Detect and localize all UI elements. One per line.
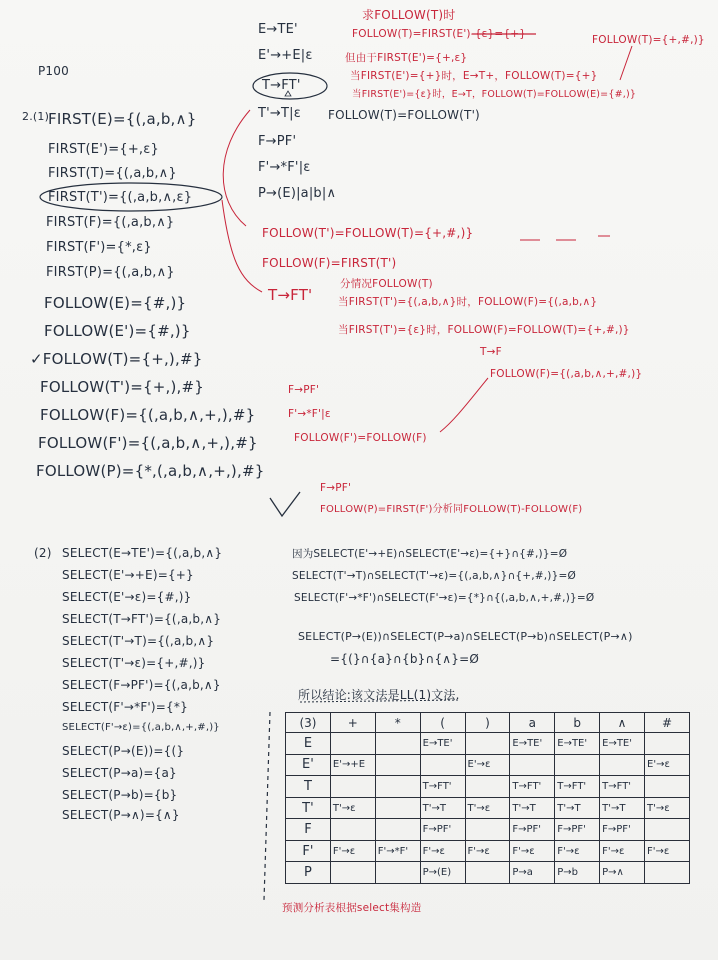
- red-note-F-prime-rule: F'→*F'|ε: [288, 408, 331, 420]
- follow-set-E: FOLLOW(E)={#,)}: [44, 294, 187, 312]
- red-dashes: [520, 236, 610, 240]
- red-note-F-case2: 当FIRST(T')={ε}时，FOLLOW(F)=FOLLOW(T)={+,#,)}: [338, 324, 630, 336]
- red-note-first-E-prime: 但由于FIRST(E')={+,ε}: [345, 52, 468, 64]
- col-header: b: [555, 713, 600, 733]
- table-corner: (3): [286, 713, 331, 733]
- first-set-T-prime: FIRST(T')={(,a,b,∧,ε}: [48, 190, 193, 205]
- grammar-rule-F-prime: F'→*F'|ε: [258, 160, 311, 175]
- conclusion: 所以结论:该文法是LL(1)文法.: [298, 688, 460, 702]
- row-nonterminal: E': [286, 754, 331, 776]
- red-note-follow-T: FOLLOW(T)=FIRST(E')-{ε}={+}: [352, 28, 527, 40]
- table-cell: P→(E): [420, 862, 465, 884]
- table-cell: F→PF': [555, 819, 600, 841]
- red-note-follow-F-prime: FOLLOW(F')=FOLLOW(F): [294, 432, 427, 444]
- table-cell: T'→T: [600, 797, 645, 819]
- grammar-rule-F: F→PF': [258, 134, 297, 149]
- table-cell: T'→ε: [330, 797, 375, 819]
- check-mark: [270, 492, 300, 516]
- table-cell: P→b: [555, 862, 600, 884]
- red-arrow-3: [440, 378, 488, 432]
- select-4: SELECT(T→FT')={(,a,b,∧}: [62, 612, 222, 626]
- col-header: ): [465, 713, 510, 733]
- follow-set-P: FOLLOW(P)={*,(,a,b,∧,+,),#}: [36, 462, 265, 480]
- grammar-rule-E: E→TE': [258, 22, 298, 37]
- select-2: SELECT(E'→+E)={+}: [62, 568, 194, 582]
- red-note-case1: 当FIRST(E')={+}时，E→T+，FOLLOW(T)={+}: [350, 70, 598, 82]
- triangle-mark: [285, 91, 291, 96]
- intersection-3: SELECT(F'→*F')∩SELECT(F'→ε)={*}∩{(,a,b,∧,+,#,)}=Ø: [294, 592, 595, 604]
- table-cell: T'→ε: [645, 797, 690, 819]
- col-header: a: [510, 713, 555, 733]
- table-cell: E'→ε: [465, 754, 510, 776]
- table-cell: P→∧: [600, 862, 645, 884]
- dashed-divider: [264, 712, 270, 900]
- intersection-2: SELECT(T'→T)∩SELECT(T'→ε)={(,a,b,∧}∩{+,#,)}=Ø: [292, 570, 576, 582]
- red-note-bottom: 预测分析表根据select集构造: [282, 902, 422, 914]
- red-note-T-rule: T→FT': [268, 286, 313, 304]
- row-nonterminal: T: [286, 776, 331, 798]
- red-note-follow-P: FOLLOW(P)=FIRST(F')分析同FOLLOW(T)-FOLLOW(F): [320, 504, 583, 515]
- table-cell: F'→ε: [600, 840, 645, 862]
- conclusion-underline: [300, 700, 460, 702]
- col-header: #: [645, 713, 690, 733]
- table-cell: E'→+E: [330, 754, 375, 776]
- table-cell: E→TE': [420, 733, 465, 755]
- red-note-F-case1: 当FIRST(T')={(,a,b,∧}时，FOLLOW(F)={(,a,b,∧}: [338, 296, 598, 308]
- table-cell: T→FT': [420, 776, 465, 798]
- table-cell: E→TE': [510, 733, 555, 755]
- follow-set-T-prime: FOLLOW(T')={+,),#}: [40, 378, 205, 396]
- row-nonterminal: T': [286, 797, 331, 819]
- red-note-follow-T-prime: FOLLOW(T')=FOLLOW(T)={+,#,)}: [262, 226, 474, 240]
- select-10: SELECT(P→(E))={(}: [62, 744, 185, 758]
- oval-first-T-prime: [40, 183, 222, 211]
- follow-set-E-prime: FOLLOW(E')={#,)}: [44, 322, 191, 340]
- table-cell: F'→ε: [555, 840, 600, 862]
- red-note-F-rule: F→PF': [288, 384, 320, 396]
- table-cell: E'→ε: [645, 754, 690, 776]
- follow-set-F-prime: FOLLOW(F')={(,a,b,∧,+,),#}: [38, 434, 258, 452]
- table-cell: F'→ε: [330, 840, 375, 862]
- table-cell: T→FT': [510, 776, 555, 798]
- select-6: SELECT(T'→ε)={+,#,)}: [62, 656, 206, 670]
- table-cell: T→FT': [600, 776, 645, 798]
- select-11: SELECT(P→a)={a}: [62, 766, 177, 780]
- red-note-analysis: 分情况FOLLOW(T): [340, 278, 433, 290]
- table-cell: F'→ε: [510, 840, 555, 862]
- select-9: SELECT(F'→ε)={(,a,b,∧,+,#,)}: [62, 722, 220, 733]
- table-cell: F→PF': [510, 819, 555, 841]
- grammar-rule-P: P→(E)|a|b|∧: [258, 186, 337, 201]
- red-note-case2: 当FIRST(E')={ε}时，E→T，FOLLOW(T)=FOLLOW(E)={#,)}: [352, 89, 637, 100]
- red-note-P-rule: F→PF': [320, 482, 352, 494]
- table-cell: T'→T: [510, 797, 555, 819]
- table-cell: E→TE': [600, 733, 645, 755]
- page-number: P100: [38, 64, 69, 78]
- select-3: SELECT(E'→ε)={#,)}: [62, 590, 192, 604]
- col-header: ∧: [600, 713, 645, 733]
- intersection-5: ={(}∩{a}∩{b}∩{∧}=Ø: [330, 652, 480, 666]
- first-set-F: FIRST(F)={(,a,b,∧}: [46, 215, 175, 230]
- grammar-rule-T: T→FT': [262, 78, 301, 93]
- red-note-corner-result: FOLLOW(T)={+,#,)}: [592, 34, 705, 46]
- red-note-title: 求FOLLOW(T)时: [362, 8, 456, 22]
- follow-T-prime-equation: FOLLOW(T)=FOLLOW(T'): [328, 108, 480, 122]
- row-nonterminal: P: [286, 862, 331, 884]
- table-cell: F→PF': [600, 819, 645, 841]
- row-nonterminal: F': [286, 840, 331, 862]
- row-nonterminal: F: [286, 819, 331, 841]
- grammar-rule-E-prime: E'→+E|ε: [258, 48, 313, 63]
- table-cell: T'→T: [420, 797, 465, 819]
- red-note-T-F: T→F: [480, 346, 502, 358]
- red-note-follow-F-first: FOLLOW(F)=FIRST(T'): [262, 256, 397, 270]
- red-note-follow-F-result: FOLLOW(F)={(,a,b,∧,+,#,)}: [490, 368, 643, 380]
- col-header: (: [420, 713, 465, 733]
- first-set-F-prime: FIRST(F')={*,ε}: [46, 240, 152, 255]
- part1-number: 2.(1): [22, 110, 50, 123]
- table-cell: P→a: [510, 862, 555, 884]
- follow-set-F: FOLLOW(F)={(,a,b,∧,+,),#}: [40, 406, 256, 424]
- select-8: SELECT(F'→*F')={*}: [62, 700, 188, 714]
- part2-number: (2): [34, 546, 52, 560]
- table-cell: T'→T: [555, 797, 600, 819]
- table-cell: F'→ε: [465, 840, 510, 862]
- table-cell: F→PF': [420, 819, 465, 841]
- first-set-E-prime: FIRST(E')={+,ε}: [48, 142, 159, 157]
- col-header: *: [375, 713, 420, 733]
- select-13: SELECT(P→∧)={∧}: [62, 808, 180, 822]
- col-header: +: [330, 713, 375, 733]
- table-cell: T→FT': [555, 776, 600, 798]
- table-cell: F'→*F': [375, 840, 420, 862]
- grammar-rule-T-prime: T'→T|ε: [258, 106, 301, 121]
- first-set-T: FIRST(T)={(,a,b,∧}: [48, 166, 177, 181]
- follow-set-T: ✓FOLLOW(T)={+,),#}: [30, 350, 203, 368]
- intersection-1: 因为SELECT(E'→+E)∩SELECT(E'→ε)={+}∩{#,)}=Ø: [292, 548, 568, 560]
- first-set-E: FIRST(E)={(,a,b,∧}: [48, 110, 197, 128]
- select-12: SELECT(P→b)={b}: [62, 788, 178, 802]
- select-7: SELECT(F→PF')={(,a,b,∧}: [62, 678, 221, 692]
- intersection-4: SELECT(P→(E))∩SELECT(P→a)∩SELECT(P→b)∩SELECT(P→∧): [298, 630, 633, 643]
- red-arrow-1: [223, 110, 250, 226]
- select-5: SELECT(T'→T)={(,a,b,∧}: [62, 634, 215, 648]
- red-arrow-4: [620, 46, 632, 80]
- table-cell: F'→ε: [420, 840, 465, 862]
- table-cell: E→TE': [555, 733, 600, 755]
- table-cell: F'→ε: [645, 840, 690, 862]
- table-cell: T'→ε: [465, 797, 510, 819]
- first-set-P: FIRST(P)={(,a,b,∧}: [46, 265, 175, 280]
- red-arrow-2: [222, 200, 262, 292]
- row-nonterminal: E: [286, 733, 331, 755]
- select-1: SELECT(E→TE')={(,a,b,∧}: [62, 546, 223, 560]
